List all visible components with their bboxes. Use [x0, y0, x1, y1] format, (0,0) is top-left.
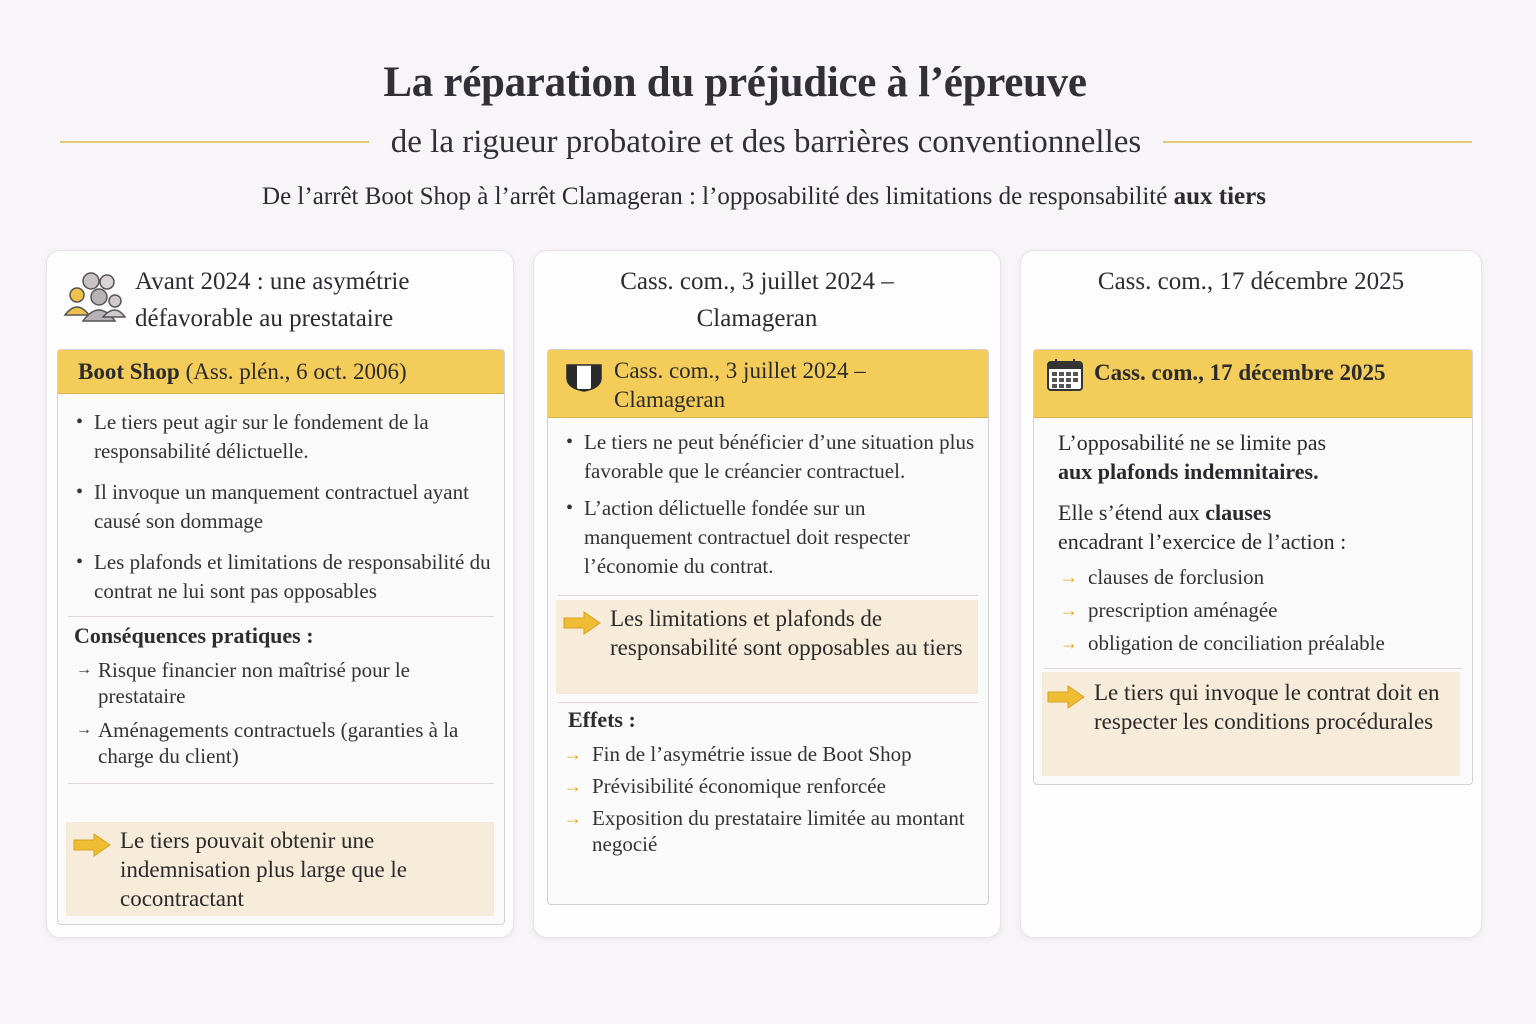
tagline-main: De l’arrêt Boot Shop à l’arrêt Clamageran : l’opposabilité des limitations de responsabilité — [262, 183, 1168, 210]
card-heading-line2: Clamageran — [696, 305, 818, 332]
arrow-right-icon — [1046, 684, 1086, 710]
callout-box — [66, 822, 494, 916]
panel-header — [1034, 350, 1472, 418]
panel-title: Boot Shop — [78, 359, 180, 384]
panel-title-detail: (Ass. plén., 6 oct. 2006) — [185, 359, 407, 384]
effect-item: → Prévisibilité économique renforcée — [564, 774, 886, 798]
people-group-icon — [61, 271, 127, 333]
consequences-list — [58, 657, 504, 769]
panel-title-line1: Cass. com., 3 juillet 2024 – — [614, 358, 866, 383]
bullet-item: • Il invoque un manquement contractuel ayant causé son dommage — [58, 478, 494, 536]
card-heading: Cass. com., 17 décembre 2025 — [1097, 268, 1405, 295]
intro-bold: aux plafonds indemnitaires. — [1058, 459, 1319, 484]
card-heading — [534, 263, 1000, 337]
panel-header — [548, 350, 988, 418]
shield-icon — [564, 362, 604, 392]
arrow-right-icon — [562, 610, 602, 636]
tagline — [0, 183, 1528, 211]
boot-shop-panel — [57, 349, 505, 925]
callout-text: Les limitations et plafonds de responsabilité sont opposables au tiers — [610, 606, 963, 660]
divider — [1044, 668, 1462, 669]
calendar-icon — [1046, 358, 1084, 392]
extends-plain1: Elle s’étend aux — [1058, 500, 1200, 525]
clamageran-panel — [547, 349, 989, 905]
card-heading-line1: Cass. com., 3 juillet 2024 – — [620, 268, 894, 295]
extends-bold: clauses — [1205, 500, 1272, 525]
card-heading-line2: défavorable au prestataire — [135, 305, 394, 332]
extends-line1 — [1058, 498, 1448, 527]
consequence-item: → Aménagements contractuels (garanties à la charge du client) — [76, 718, 459, 768]
effect-item: → Fin de l’asymétrie issue de Boot Shop — [564, 742, 912, 766]
card-before-2024 — [46, 250, 514, 938]
page-subtitle: de la rigueur probatoire et des barrières conventionnelles — [390, 123, 1142, 160]
card-clamageran — [533, 250, 1001, 938]
left-rule — [60, 141, 369, 143]
bullet-item: • L’action délictuelle fondée sur un manquement contractuel doit respecter l’économie du contrat. — [548, 494, 976, 581]
clamageran-bullets — [548, 428, 988, 581]
extends-text — [1034, 486, 1472, 556]
bullet-item: • Le tiers ne peut bénéficier d’une situation plus favorable que le créancier contractuel. — [548, 428, 976, 486]
divider — [68, 783, 494, 784]
clause-item: → clauses de forclusion — [1060, 565, 1265, 589]
boot-shop-bullets — [58, 408, 504, 606]
page-title: La réparation du préjudice à l’épreuve — [383, 59, 1087, 106]
clause-item: → prescription aménagée — [1060, 598, 1278, 622]
clauses-list — [1034, 556, 1472, 656]
panel-header — [58, 350, 504, 394]
intro-plain: L’opposabilité ne se limite pas — [1058, 430, 1327, 455]
bullet-item: • Le tiers peut agir sur le fondement de la responsabilité délictuelle. — [58, 408, 494, 466]
panel-title-line2: Clamageran — [614, 387, 726, 412]
subtitle-row — [60, 122, 1472, 162]
december-2025-panel — [1033, 349, 1473, 785]
callout-box — [1042, 672, 1460, 776]
intro-text — [1034, 418, 1472, 486]
consequence-item: → Risque financier non maîtrisé pour le prestataire — [76, 658, 410, 708]
card-december-2025 — [1020, 250, 1482, 938]
callout-text: Le tiers pouvait obtenir une indemnisation plus large que le cocontractant — [120, 828, 408, 911]
callout-text: Le tiers qui invoque le contrat doit en respecter les conditions procédurales — [1094, 680, 1440, 734]
right-rule — [1163, 141, 1472, 143]
effects-title: Effets : — [568, 707, 636, 732]
tagline-emphasis: aux tiers — [1173, 183, 1266, 210]
clause-item: → obligation de conciliation préalable — [1060, 631, 1385, 655]
effect-item: → Exposition du prestataire limitée au montant negocié — [564, 806, 965, 856]
effects-list — [548, 741, 988, 857]
divider — [558, 595, 978, 596]
callout-box — [556, 600, 978, 694]
arrow-right-icon — [72, 832, 112, 858]
extends-plain2: encadrant l’exercice de l’action : — [1058, 529, 1347, 554]
panel-title: Cass. com., 17 décembre 2025 — [1094, 360, 1386, 385]
bullet-item: • Les plafonds et limitations de responsabilité du contrat ne lui sont pas opposables — [58, 548, 494, 606]
card-heading-line1: Avant 2024 : une asymétrie — [135, 268, 410, 295]
consequences-title: Conséquences pratiques : — [74, 623, 314, 648]
